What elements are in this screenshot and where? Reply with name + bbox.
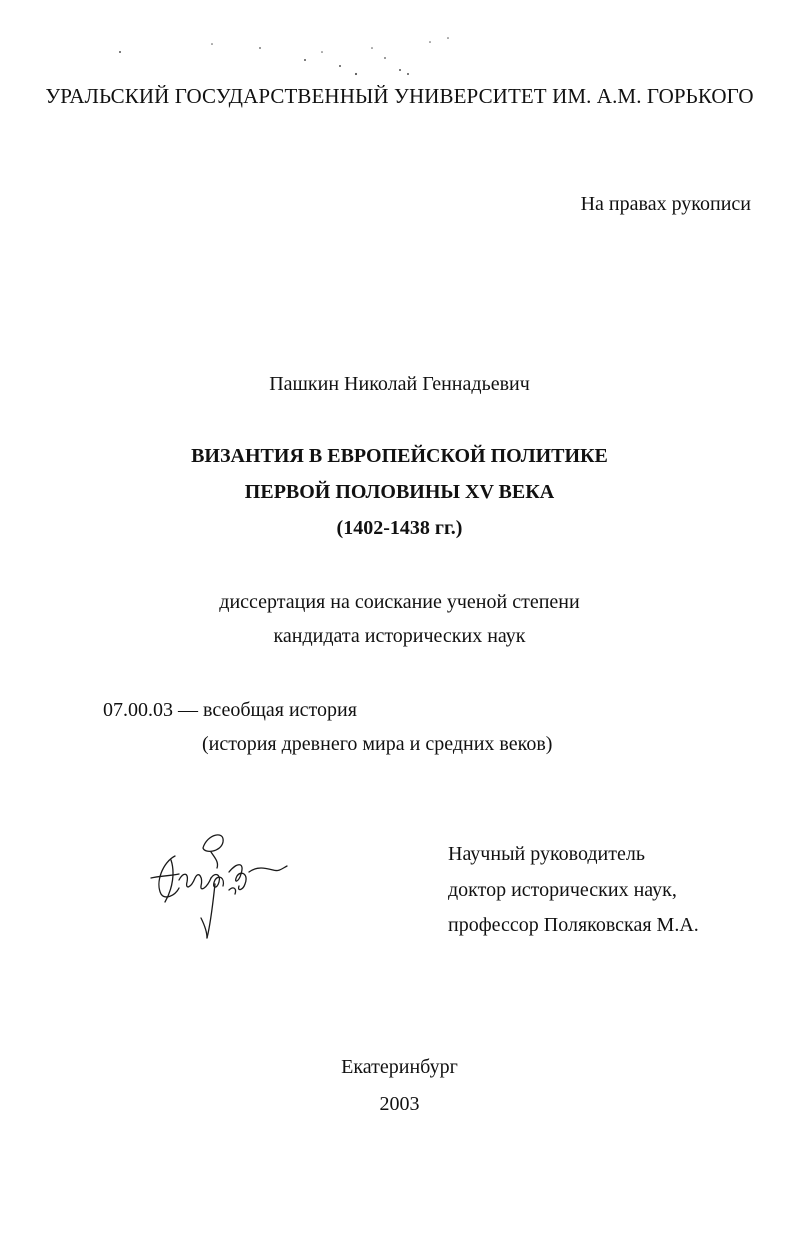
specialty-subtitle: (история древнего мира и средних веков): [202, 733, 553, 755]
degree-line-1: диссертация на соискание ученой степени: [219, 591, 580, 613]
advisor-degree: доктор исторических наук,: [448, 879, 677, 901]
title-line-3: (1402-1438 гг.): [336, 517, 463, 539]
year: 2003: [379, 1093, 420, 1115]
degree-line-2: кандидата исторических наук: [273, 625, 526, 647]
advisor-name: профессор Поляковская М.А.: [448, 914, 699, 936]
scan-noise: [100, 30, 480, 80]
city: Екатеринбург: [341, 1056, 458, 1078]
manuscript-note: На правах рукописи: [580, 193, 751, 215]
advisor-role: Научный руководитель: [448, 843, 645, 865]
handwritten-signature-icon: [145, 822, 290, 947]
author-name: Пашкин Николай Геннадьевич: [269, 373, 530, 395]
specialty-code: 07.00.03 — всеобщая история: [103, 699, 357, 721]
title-line-2: ПЕРВОЙ ПОЛОВИНЫ XV ВЕКА: [244, 481, 555, 503]
university-name: УРАЛЬСКИЙ ГОСУДАРСТВЕННЫЙ УНИВЕРСИТЕТ ИМ. А.М. ГОРЬКОГО: [45, 84, 754, 108]
title-line-1: ВИЗАНТИЯ В ЕВРОПЕЙСКОЙ ПОЛИТИКЕ: [191, 445, 608, 467]
